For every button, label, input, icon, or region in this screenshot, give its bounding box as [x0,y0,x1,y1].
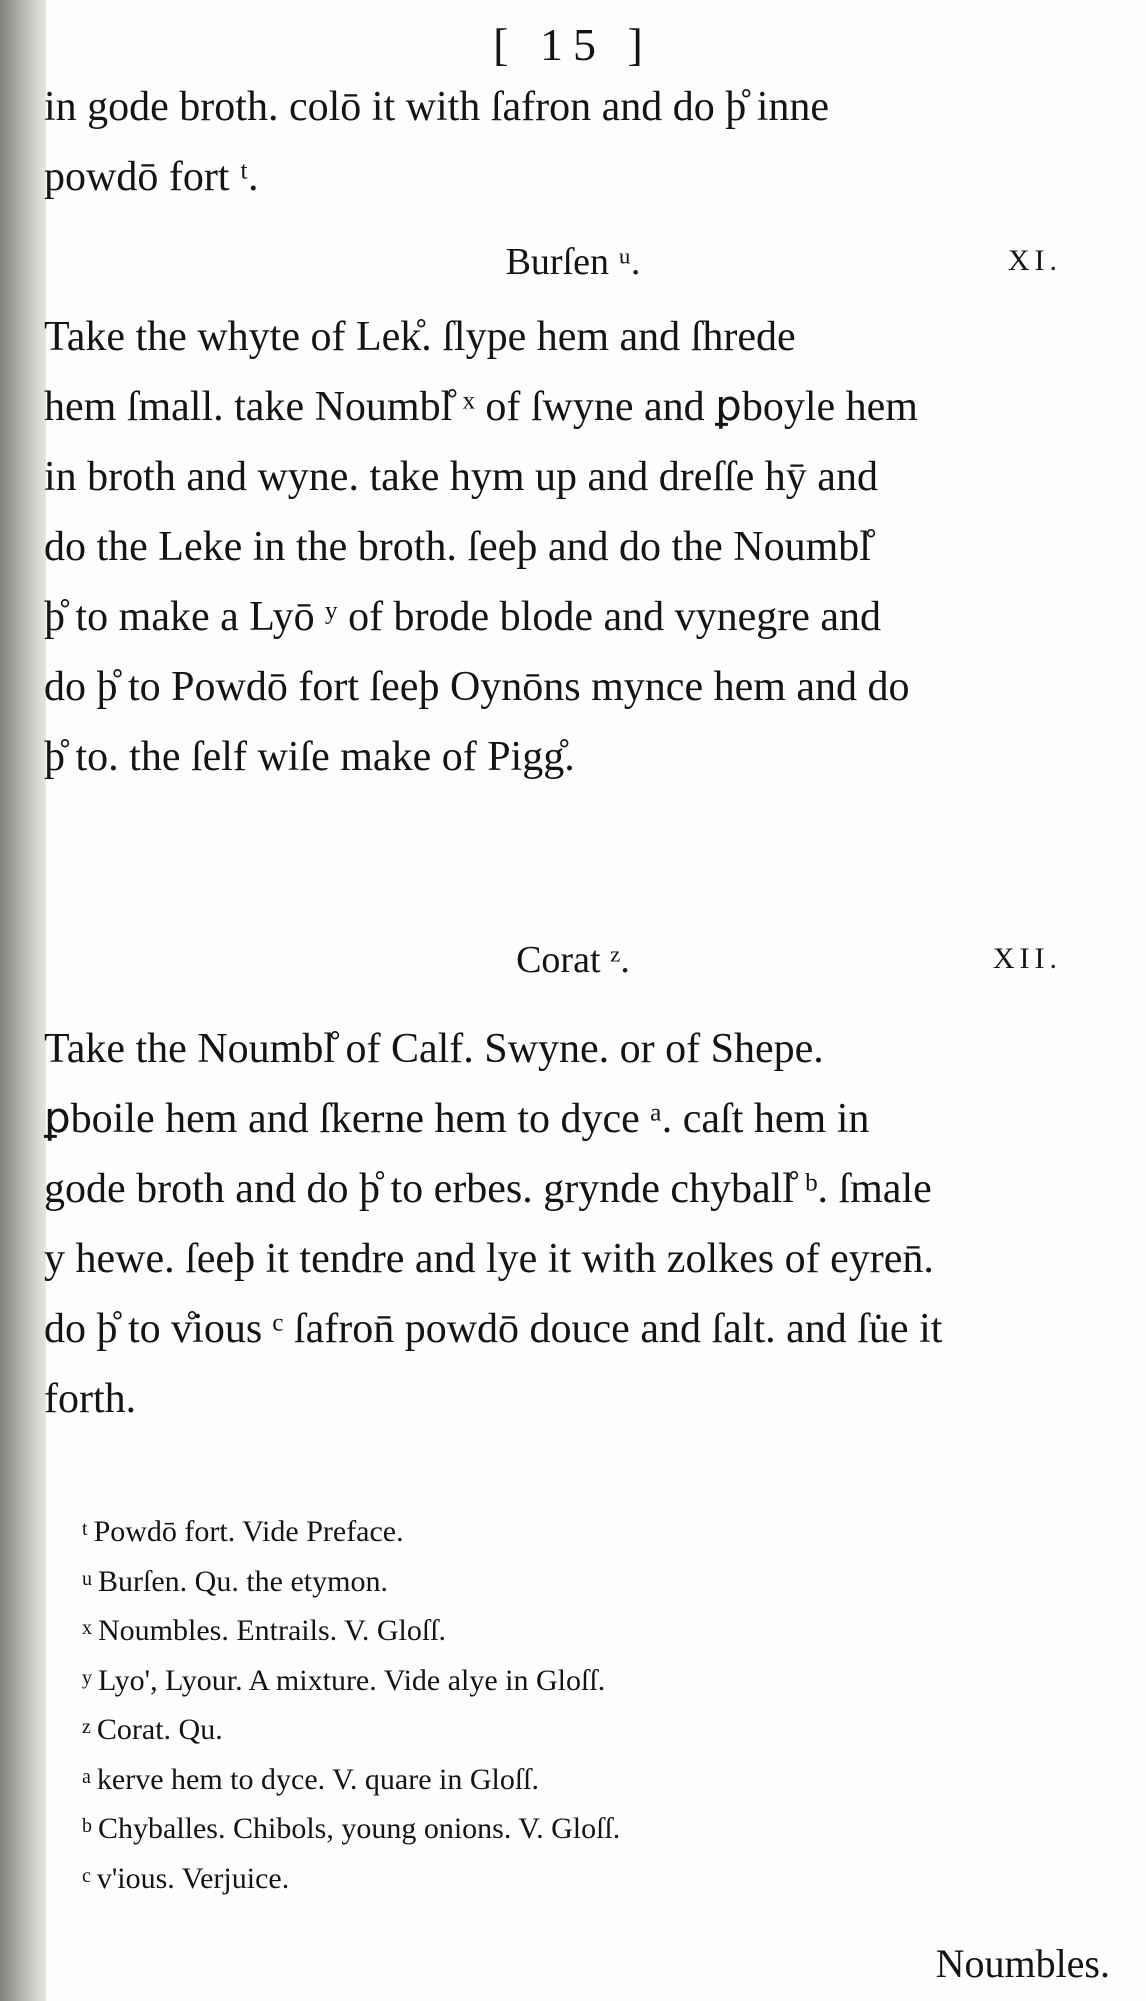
footnote-mark: u [82,1567,92,1590]
text-line: do þ̊ to v̊ious ᶜ ſafron̄ powdō douce and ſalt. and ſu̇e it [44,1306,943,1352]
footnote-text: Chyballes. Chibols, young onions. V. Gloſſ. [98,1812,621,1845]
text-line: powdō fort ᵗ. [44,154,259,200]
footnote-text: kerve hem to dyce. V. quare in Gloſſ. [96,1762,540,1796]
text-line: hem ſmall. take Noumbl̊ ˣ of ſwyne and ꝑboyle hem [44,384,918,430]
footnote-text: Powdō fort. Vide Preface. [93,1515,404,1548]
recipe-title-bursen: Burſen ᵘ. [505,241,641,283]
catchword: Noumbles. [935,1941,1110,1986]
text-line: Take the Noumbl̊ of Calf. Swyne. or of Shepe. [44,1026,824,1072]
footnote-text: Corat. Qu. [96,1713,223,1746]
recipe-body-corat [44,1014,1094,1434]
footnotes [82,1506,1082,1902]
text-line: do þ̊ to Powdō fort ſeeþ Oynōns mynce hem and do [44,664,910,710]
footnote-mark: c [82,1864,91,1887]
page-gutter-shadow [0,0,46,2001]
footnote [82,1803,1082,1853]
footnote-mark: b [82,1815,92,1837]
footnote [82,1655,1082,1705]
recipe-number-xi: XI. [1007,244,1062,277]
recipe-title-corat: Corat ᶻ. [516,939,630,981]
recipe-number-xii: XII. [992,942,1062,975]
text-line: do the Leke in the broth. ſeeþ and do the Noumbl̊ [44,524,871,570]
text-line: forth. [44,1376,137,1422]
footnote-text: Lyo', Lyour. A mixture. Vide alye in Gloſſ. [98,1663,606,1697]
footnote [82,1556,1082,1606]
page-number: [ 15 ] [493,19,653,70]
footnote-mark: t [82,1518,88,1540]
text-line: in gode broth. colō it with ſafron and do þ̊ inne [44,84,830,130]
footnote-mark: a [82,1765,91,1788]
footnote [82,1605,1082,1655]
footnote [82,1853,1082,1903]
text-line: ꝑboile hem and ſkerne hem to dyce ᵃ. caſt hem in [44,1096,870,1142]
footnote [82,1754,1082,1804]
footnote-text: v'ious. Verjuice. [96,1861,290,1895]
recipe-body-bursen [44,302,1094,792]
text-line: in broth and wyne. take hym up and dreſſe hȳ and [44,454,878,500]
footnote-mark: y [82,1666,92,1689]
text-line: þ̊ to. the ſelf wiſe make of Pigg̊. [44,734,575,780]
text-line: y hewe. ſeeþ it tendre and lye it with zolkes of eyren̄. [44,1236,934,1282]
text-line: Take the whyte of Lek̊. ſlype hem and ſhrede [44,314,796,360]
footnote-text: Noumbles. Entrails. V. Gloſſ. [98,1614,447,1647]
footnote-mark: x [82,1617,92,1639]
footnote-text: Burſen. Qu. the etymon. [98,1564,388,1598]
intro-paragraph [44,72,1094,212]
text-line: þ̊ to make a Lyō ʸ of brode blode and vynegre and [44,594,882,640]
footnote [82,1506,1082,1556]
footnote [82,1704,1082,1754]
text-line: gode broth and do þ̊ to erbes. grynde chyball̊ ᵇ. ſmale [44,1166,932,1212]
footnote-mark: z [82,1716,91,1738]
